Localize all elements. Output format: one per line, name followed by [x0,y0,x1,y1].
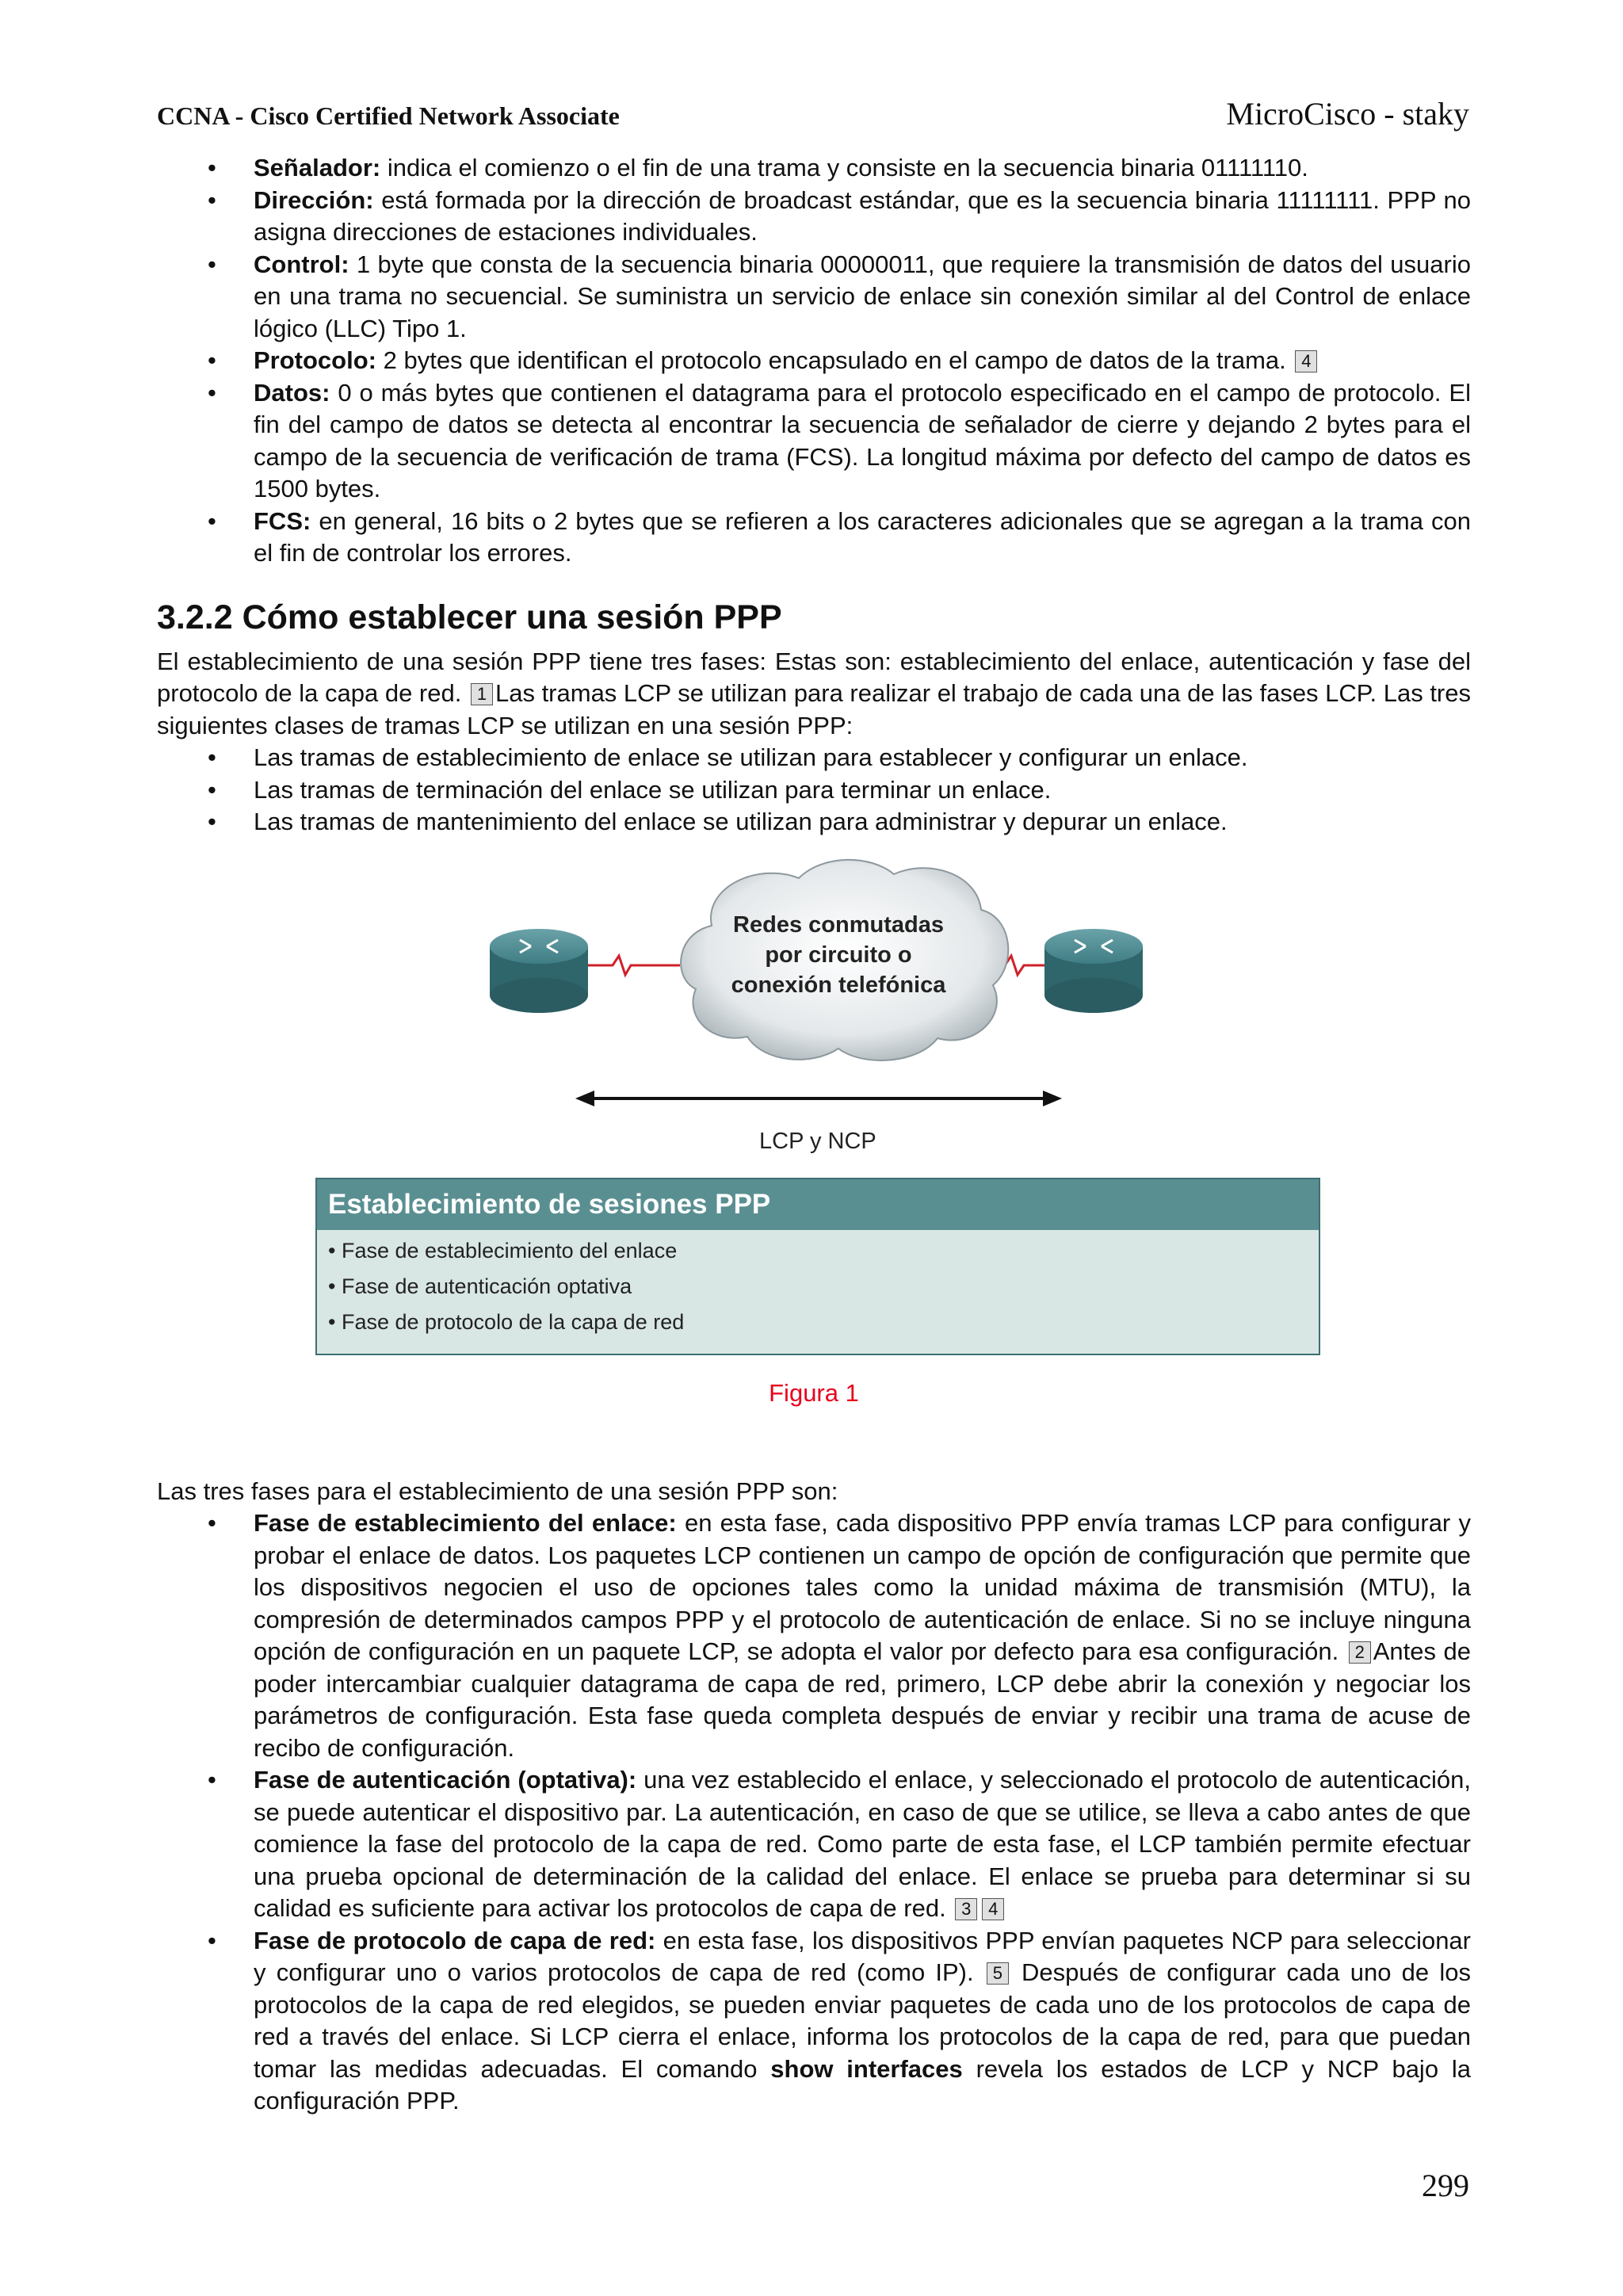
network-diagram [157,854,1471,1171]
field-term: Dirección: [254,185,374,214]
phase-term: Fase de autenticación (optativa): [254,1766,637,1794]
field-term: Protocolo: [254,346,376,374]
list-item [157,377,1471,506]
list-item [157,1764,1471,1925]
phase-text: en esta fase, cada dispositivo PPP envía tramas LCP para configurar y probar el enlace de datos. Los paquetes LCP contienen un campo de opción de configuración que permite que los dispositivos negocien el uso de opciones tales como la unidad máxima de transmisión (MTU), la compresión de determinados campos PPP y el protocolo de autenticación de enlace. Si no se incluye ninguna opción de configuración en un paquete LCP, se adopta el valor por defecto para esa configuración. [254,1509,1471,1665]
figure-caption: Figura 1 [769,1378,859,1407]
phase-text: en esta fase, los dispositivos PPP envían paquetes NCP para seleccionar y configurar uno o varios protocolos de capa de red (como IP). [254,1926,1471,1986]
field-text: 0 o más bytes que contienen el datagrama para el protocolo especificado en el campo de protocolo. El fin del campo de datos se detecta al encontrar la secuencia de señalador de cierre y dejando 2 bytes para el campo de la secuencia de verificación de trama (FCS). La longitud máxima por defecto del campo de datos es 1500 bytes. [254,378,1471,502]
intro-text: Las tramas LCP se utilizan para realizar el trabajo de cada una de las fases LCP. Las tres siguientes clases de tramas LCP se utilizan en una sesión PPP: [157,679,1471,739]
arrow-right-head-icon [1043,1091,1062,1106]
cloud-label-line: conexión telefónica [731,972,946,998]
section-intro [157,646,1471,743]
list-item: • Las tramas de establecimiento de enlace se utilizan para establecer y configurar un enlace. [157,742,1471,774]
command-text: show interfaces [770,2054,963,2083]
phase-term: Fase de protocolo de capa de red: [254,1926,656,1954]
field-text: en general, 16 bits o 2 bytes que se refieren a los caracteres adicionales que se agregan a la trama con el fin de controlar los errores. [254,506,1471,567]
session-phases-panel [315,1178,1320,1355]
figure-ref-button[interactable]: 5 [987,1962,1009,1985]
phases-intro: Las tres fases para el establecimiento de una sesión PPP son: [157,1477,838,1505]
list-item [157,249,1471,346]
panel-title: Establecimiento de sesiones PPP [317,1179,1319,1230]
list-item [157,345,1471,377]
field-text: está formada por la dirección de broadcast estándar, que es la secuencia binaria 11111111. PPP no asigna direcciones de estaciones individuales. [254,185,1471,246]
arrow-label: LCP y NCP [759,1128,876,1154]
phases-list [157,1507,1471,2118]
page-content [157,152,1471,2118]
page-number: 299 [1422,2168,1469,2203]
list-item [157,1925,1471,2118]
lcp-frames-list [157,742,1471,839]
figure-ref-button[interactable]: 3 [955,1898,977,1920]
field-text: indica el comienzo o el fin de una trama y consiste en la secuencia binaria 01111110. [380,154,1308,181]
figure-ref-button[interactable]: 4 [982,1898,1004,1920]
header-title: CCNA - Cisco Certified Network Associate [157,101,620,130]
frame-fields-list [157,152,1471,570]
field-term: Señalador: [254,154,381,181]
field-term: Datos: [254,378,330,407]
list-item [157,1507,1471,1764]
phase-text: revela los estados de LCP y NCP bajo la configuración PPP. [254,2054,1471,2115]
serial-link-left-icon [588,956,680,975]
router-right-icon [1044,929,1143,1013]
list-item: • Las tramas de terminación del enlace se utilizan para terminar un enlace. [157,774,1471,807]
field-term: Control: [254,250,349,278]
phase-term: Fase de establecimiento del enlace: [254,1509,677,1537]
list-item [157,152,1471,185]
cloud-label-line: por circuito o [765,942,912,968]
panel-item: • Fase de protocolo de la capa de red [328,1309,685,1334]
list-item [157,185,1471,249]
phase-text: Antes de poder intercambiar cualquier datagrama de capa de red, primero, LCP debe abrir la conexión y negociar los parámetros de configuración. Esta fase queda completa después de enviar y recibir una trama de acuse de recibo de configuración. [254,1637,1471,1762]
phase-text: Después de configurar cada uno de los protocolos de la capa de red elegidos, se pueden enviar paquetes de cada uno de los protocolos de capa de red a través del enlace. Si LCP cierra el enlace, informa los protocolos de la capa de red, para que puedan tomar las medidas adecuadas. El comando [254,1958,1471,2083]
list-item: • Las tramas de mantenimiento del enlace se utilizan para administrar y depurar un enlace. [157,806,1471,839]
figure-ref-button[interactable]: 2 [1349,1641,1371,1664]
field-term: FCS: [254,506,311,535]
figure-ref-button[interactable]: 1 [471,683,493,705]
figure-ref-button[interactable]: 4 [1295,350,1317,372]
arrow-left-head-icon [575,1091,594,1106]
field-text: 1 byte que consta de la secuencia binaria 00000011, que requiere la transmisión de datos del usuario en una trama no secuencial. Se suministra un servicio de enlace sin conexión similar al del Control de enlace lógico (LLC) Tipo 1. [254,250,1471,342]
panel-item: • Fase de autenticación optativa [328,1274,632,1298]
list-item [157,506,1471,570]
router-left-icon [490,929,588,1013]
header-author: MicroCisco - staky [1226,96,1469,132]
phase-text: una vez establecido el enlace, y seleccionado el protocolo de autenticación, se puede autenticar el dispositivo par. La autenticación, en caso de que se utilice, se lleva a cabo antes de que comience la fase del protocolo de la capa de red. Como parte de esta fase, el LCP también permite efectuar una prueba opcional de determinación de la calidad del enlace. El enlace se prueba para determinar si su calidad es suficiente para activar los protocolos de capa de red. [254,1766,1471,1922]
cloud-label [680,910,997,1000]
intro-text: El establecimiento de una sesión PPP tiene tres fases: Estas son: establecimiento del enlace, autenticación y fase del protocolo de la capa de red. [157,647,1471,707]
field-text: 2 bytes que identifican el protocolo encapsulado en el campo de datos de la trama. [376,346,1286,374]
cloud-label-line: Redes conmutadas [733,911,944,938]
section-heading: 3.2.2 Cómo establecer una sesión PPP [157,598,782,636]
panel-item: • Fase de establecimiento del enlace [328,1238,678,1263]
ppp-figure [157,854,1471,1473]
